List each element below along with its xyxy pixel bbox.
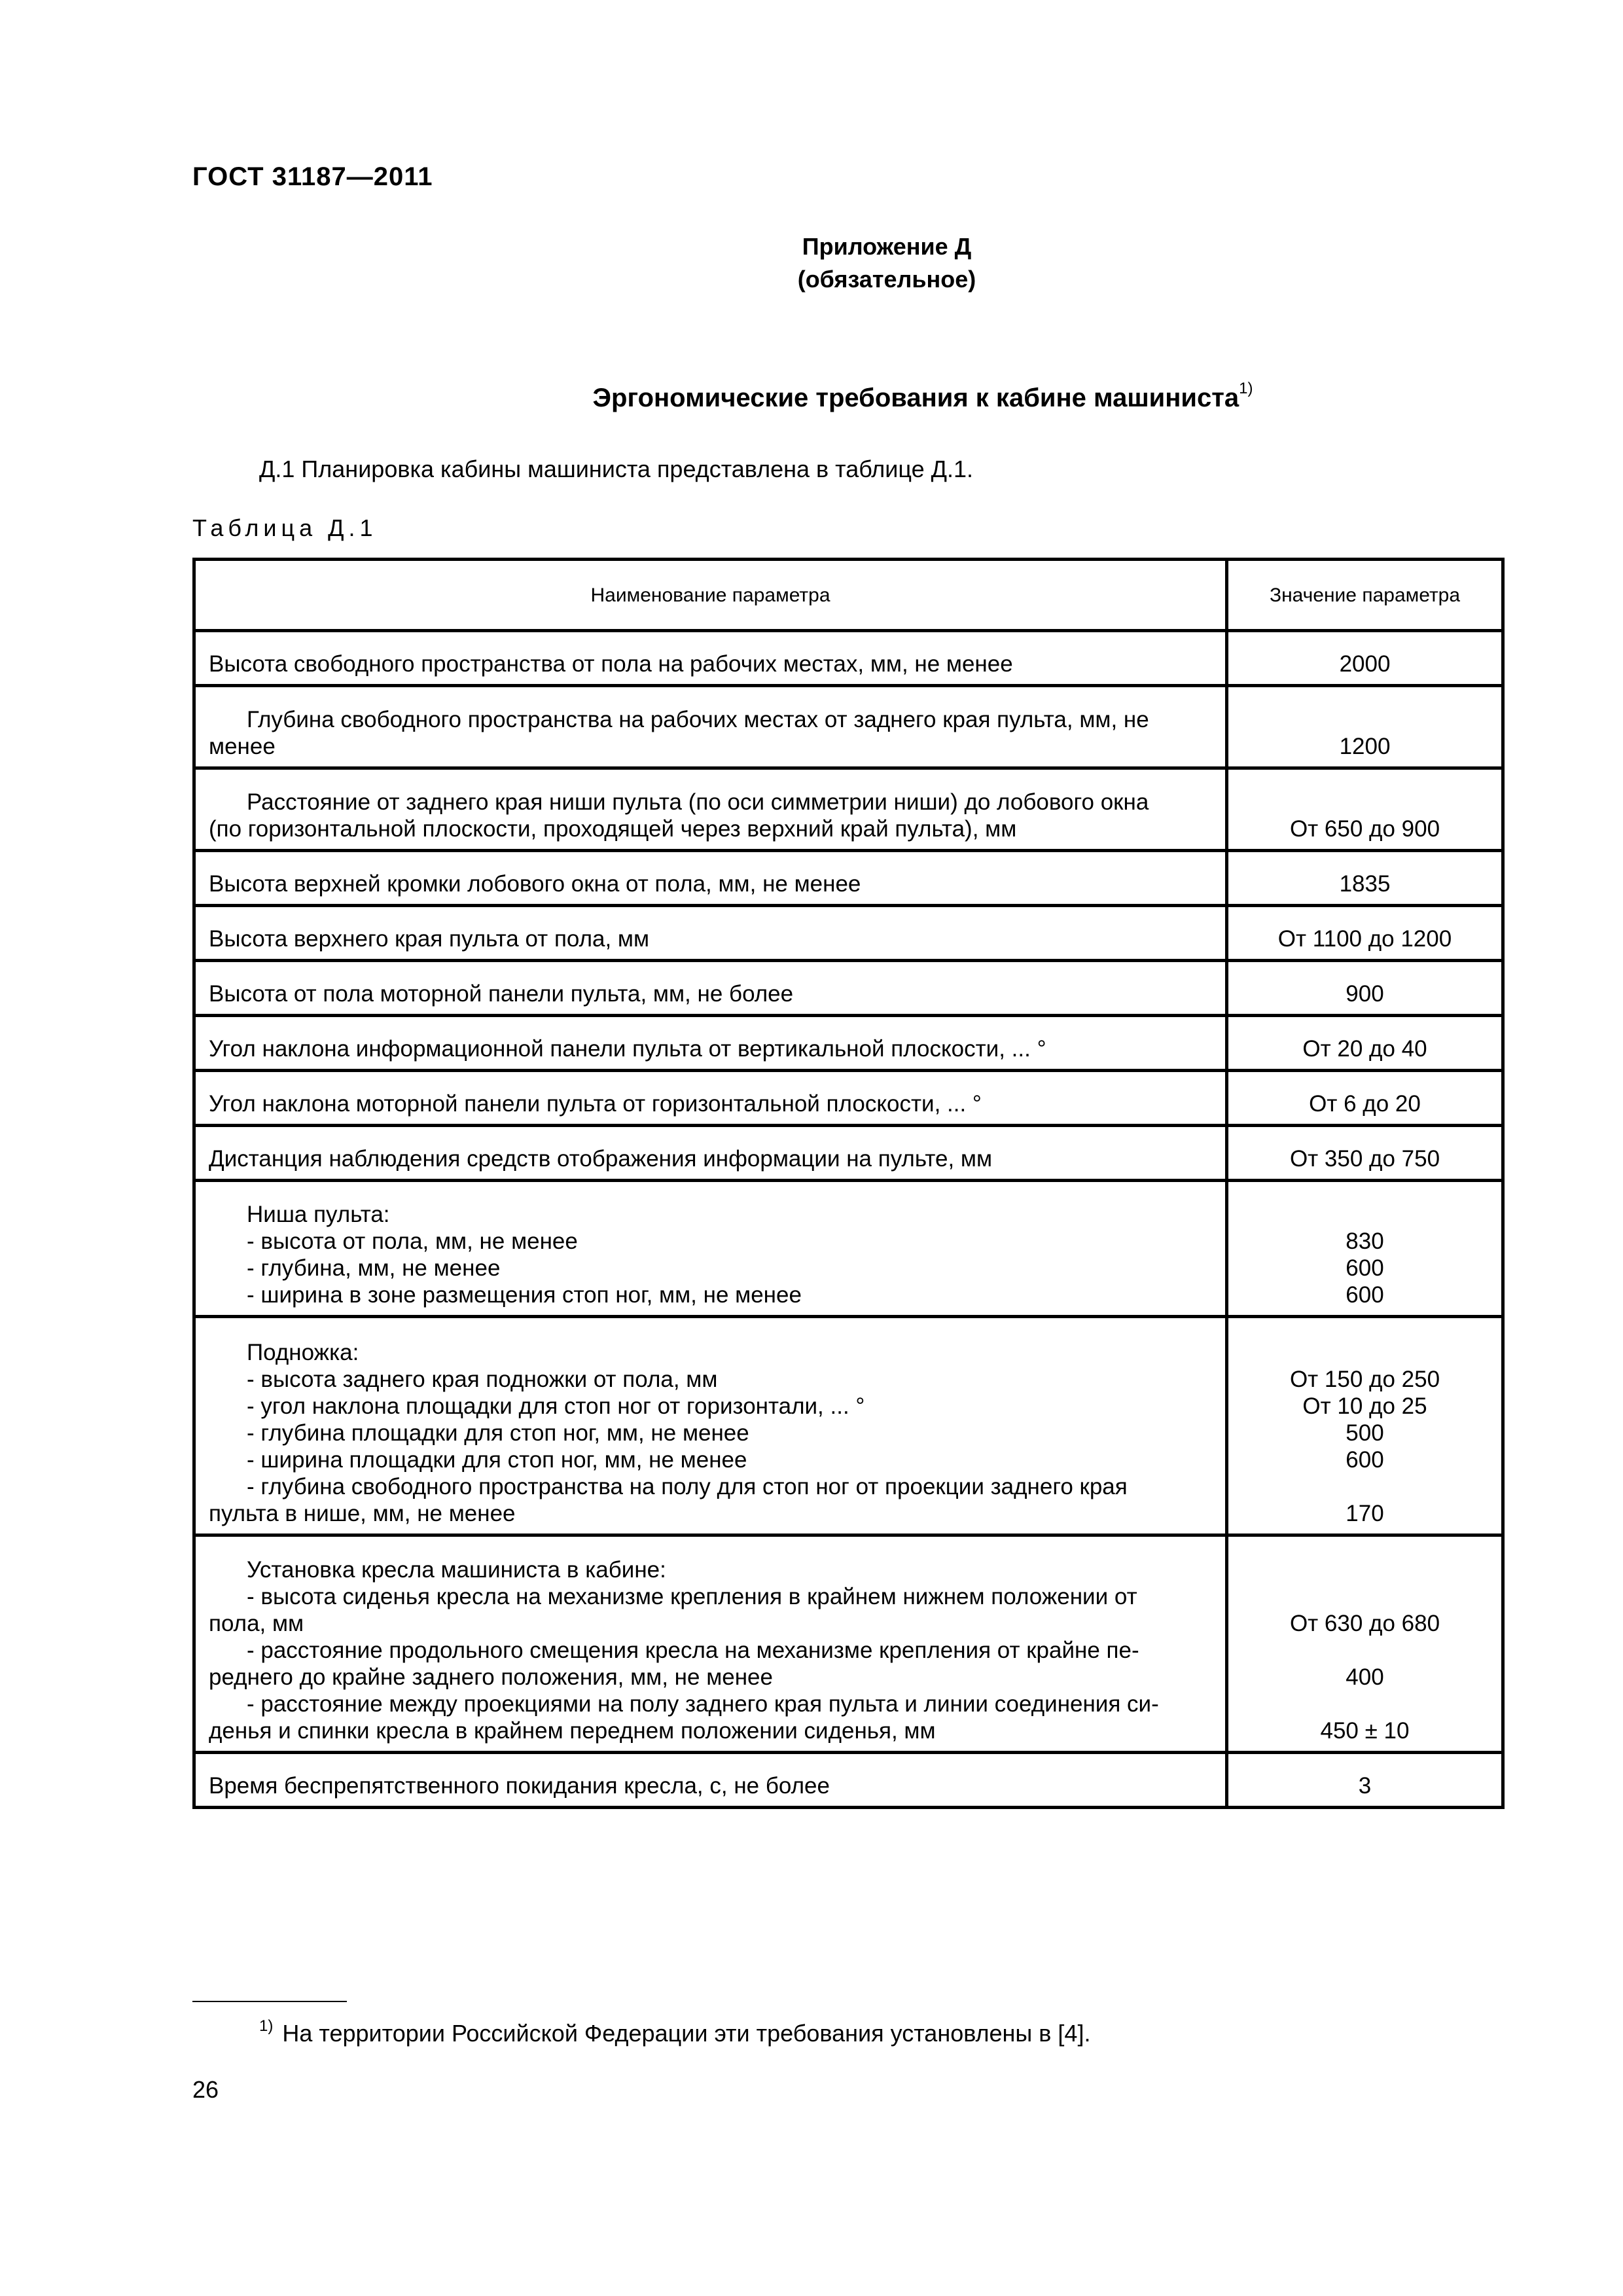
niche-item: - высота от пола, мм, не менее — [247, 1229, 578, 1254]
table-row — [194, 768, 1503, 851]
table-row — [194, 1126, 1503, 1181]
value-cell: 1835 — [1227, 851, 1503, 906]
table-row-seat — [194, 1535, 1503, 1753]
parameter-cell — [194, 1317, 1227, 1535]
table-row — [194, 1753, 1503, 1808]
footnote-divider — [192, 2001, 347, 2002]
table-row — [194, 686, 1503, 768]
seat-item: - расстояние между проекциями на полу заднего края пульта и линии соединения си- — [247, 1691, 1159, 1717]
value-cell: От 20 до 40 — [1227, 1016, 1503, 1071]
parameter-cell: Высота верхней кромки лобового окна от пола, мм, не менее — [194, 851, 1227, 906]
value-cell: 1200 — [1227, 686, 1503, 768]
niche-value: 830 — [1346, 1229, 1384, 1254]
section-title-text: Эргономические требования к кабине машиниста — [592, 384, 1240, 412]
section-footnote-mark: 1) — [1239, 380, 1253, 397]
parameter-line: Глубина свободного пространства на рабочих местах от заднего края пульта, мм, не — [247, 707, 1149, 732]
footnote-text: На территории Российской Федерации эти требования установлены в [4]. — [282, 2020, 1091, 2047]
parameter-cell — [194, 1181, 1227, 1317]
footrest-value: От 10 до 25 — [1302, 1393, 1427, 1419]
table-row — [194, 631, 1503, 686]
seat-item: реднего до крайне заднего положения, мм, не менее — [209, 1664, 773, 1690]
table-row — [194, 851, 1503, 906]
footrest-value: 170 — [1346, 1501, 1384, 1526]
parameter-cell: Высота от пола моторной панели пульта, мм, не более — [194, 961, 1227, 1016]
appendix-status: (обязательное) — [797, 266, 976, 293]
niche-value: 600 — [1346, 1255, 1384, 1281]
footrest-item: - высота заднего края подножки от пола, мм — [247, 1367, 718, 1392]
footrest-item: - ширина площадки для стоп ног, мм, не менее — [247, 1447, 747, 1473]
footrest-item: - глубина свободного пространства на полу для стоп ног от проекции заднего края — [247, 1474, 1128, 1499]
seat-item: - высота сиденья кресла на механизме крепления в крайнем нижнем положении от — [247, 1584, 1137, 1609]
footrest-value: 500 — [1346, 1420, 1384, 1446]
footrest-item: - угол наклона площадки для стоп ног от горизонтали, ... ° — [247, 1393, 865, 1419]
niche-item: - глубина, мм, не менее — [247, 1255, 501, 1281]
value-cell: От 650 до 900 — [1227, 768, 1503, 851]
parameter-cell: Время беспрепятственного покидания кресла, с, не более — [194, 1753, 1227, 1808]
table-caption: Таблица Д.1 — [192, 514, 378, 541]
parameter-cell — [194, 768, 1227, 851]
seat-title: Установка кресла машиниста в кабине: — [247, 1557, 666, 1583]
parameter-cell: Высота верхнего края пульта от пола, мм — [194, 906, 1227, 961]
seat-value: От 630 до 680 — [1289, 1611, 1440, 1636]
footrest-item: - глубина площадки для стоп ног, мм, не менее — [247, 1420, 749, 1446]
table-row — [194, 1016, 1503, 1071]
parameter-cell: Дистанция наблюдения средств отображения информации на пульте, мм — [194, 1126, 1227, 1181]
value-cell — [1227, 1181, 1503, 1317]
niche-title: Ниша пульта: — [247, 1202, 390, 1227]
footrest-value: От 150 до 250 — [1289, 1367, 1440, 1392]
value-cell — [1227, 1535, 1503, 1753]
footnote — [259, 2017, 1090, 2047]
appendix-title: Приложение Д — [802, 233, 972, 260]
parameter-cell: Угол наклона информационной панели пульта от вертикальной плоскости, ... ° — [194, 1016, 1227, 1071]
value-cell: От 1100 до 1200 — [1227, 906, 1503, 961]
table-row — [194, 1071, 1503, 1126]
niche-item: - ширина в зоне размещения стоп ног, мм, не менее — [247, 1282, 802, 1308]
table-row — [194, 961, 1503, 1016]
seat-item: денья и спинки кресла в крайнем переднем положении сиденья, мм — [209, 1718, 936, 1744]
value-cell: 900 — [1227, 961, 1503, 1016]
footnote-mark: 1) — [259, 2017, 274, 2035]
column-header-parameter: Наименование параметра — [194, 560, 1227, 631]
parameter-cell — [194, 1535, 1227, 1753]
section-title — [458, 380, 1387, 413]
value-cell: От 6 до 20 — [1227, 1071, 1503, 1126]
footrest-title: Подножка: — [247, 1340, 359, 1365]
value-cell: 3 — [1227, 1753, 1503, 1808]
seat-value: 450 ± 10 — [1320, 1718, 1410, 1744]
parameter-line: Расстояние от заднего края ниши пульта (по оси симметрии ниши) до лобового окна — [247, 789, 1149, 815]
document-code: ГОСТ 31187—2011 — [192, 162, 433, 191]
parameter-line: (по горизонтальной плоскости, проходящей через верхний край пульта), мм — [209, 816, 1017, 842]
parameter-cell — [194, 686, 1227, 768]
appendix-heading — [654, 230, 1119, 296]
value-cell: 2000 — [1227, 631, 1503, 686]
parameter-line: менее — [209, 734, 276, 759]
table-row-niche — [194, 1181, 1503, 1317]
footrest-value: 600 — [1346, 1447, 1384, 1473]
intro-paragraph: Д.1 Планировка кабины машиниста представлена в таблице Д.1. — [259, 456, 974, 482]
table-header-row — [194, 560, 1503, 631]
value-cell: От 350 до 750 — [1227, 1126, 1503, 1181]
seat-value: 400 — [1346, 1664, 1384, 1690]
value-cell — [1227, 1317, 1503, 1535]
footrest-item: пульта в нише, мм, не менее — [209, 1501, 516, 1526]
table-row-footrest — [194, 1317, 1503, 1535]
table-row — [194, 906, 1503, 961]
niche-value: 600 — [1346, 1282, 1384, 1308]
seat-item: пола, мм — [209, 1611, 304, 1636]
parameter-cell: Высота свободного пространства от пола на рабочих местах, мм, не менее — [194, 631, 1227, 686]
parameter-cell: Угол наклона моторной панели пульта от горизонтальной плоскости, ... ° — [194, 1071, 1227, 1126]
column-header-value: Значение параметра — [1227, 560, 1503, 631]
parameters-table — [192, 558, 1505, 1809]
page-number: 26 — [192, 2076, 219, 2103]
seat-item: - расстояние продольного смещения кресла на механизме крепления от крайне пе- — [247, 1638, 1139, 1663]
